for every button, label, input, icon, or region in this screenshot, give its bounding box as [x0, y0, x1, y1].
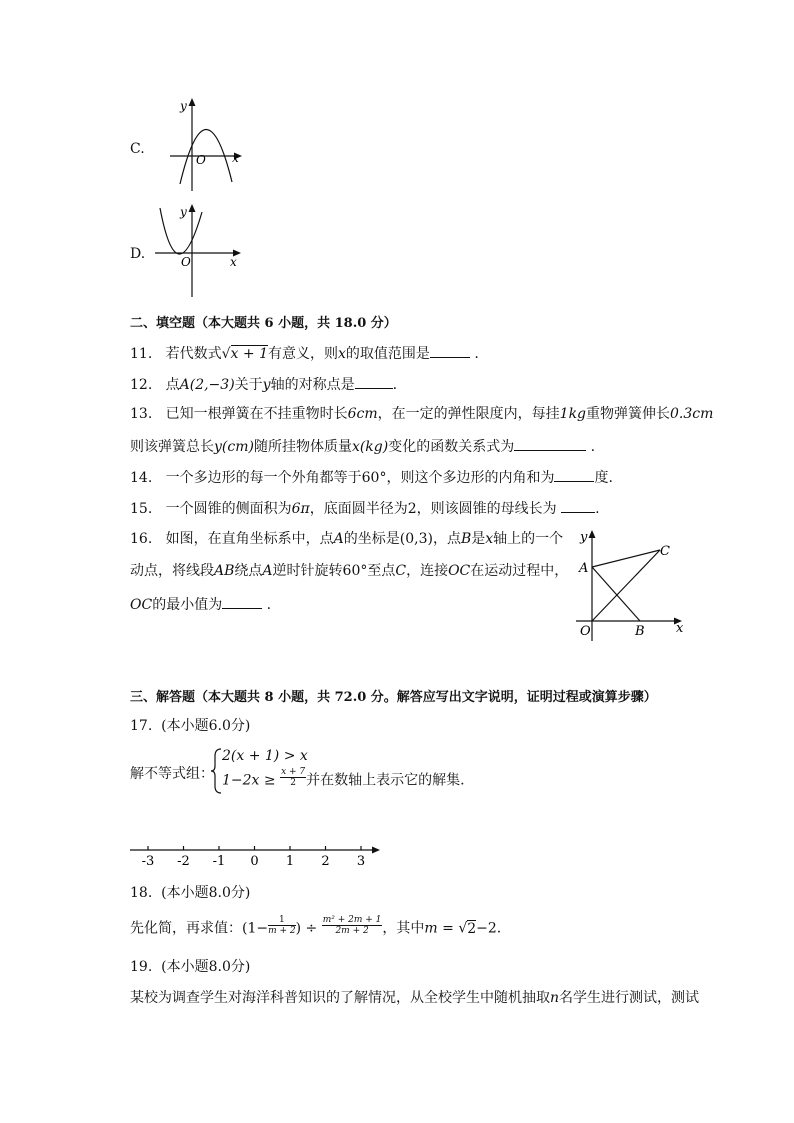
fig-o-label: O — [580, 624, 591, 639]
question-19-body: 某校为调查学生对海洋科普知识的了解情况，从全校学生中随机抽取n名学生进行测试，测试 — [130, 990, 700, 1006]
fig-c-label: C — [660, 544, 670, 559]
number-line — [128, 838, 384, 872]
fig-a-label: A — [579, 561, 589, 576]
section-2-title: 二、填空题（本大题共 6 小题，共 18.0 分） — [130, 316, 397, 331]
number-line-label: 0 — [250, 854, 259, 869]
number-line-label: 3 — [356, 854, 366, 869]
fig-x-label: x — [676, 621, 684, 636]
number-line-label: -3 — [141, 854, 155, 869]
question-13-line-1: 13. 已知一根弹簧在不挂重物时长6cm，在一定的弹性限度内，每挂1kg重物弹簧伸长0.3cm — [130, 406, 714, 422]
question-15: 15. 一个圆锥的侧面积为6π，底面圆半径为2，则该圆锥的母线长为 . — [130, 498, 600, 518]
number-line-label: -1 — [212, 854, 226, 869]
question-17-header: 17. (本小题6.0分) — [130, 718, 251, 734]
option-d-label: D. — [130, 246, 146, 262]
question-16-line-3: OC的最小值为 . — [130, 594, 271, 614]
inequality-2: 1−2x ≥ $\frac{x + 7}{2}$ 并在数轴上表示它的解集. — [222, 767, 465, 789]
number-line-label: 2 — [321, 854, 330, 869]
question-14: 14. 一个多边形的每一个外角都等于60°，则这个多边形的内角和为 度. — [130, 467, 613, 487]
d-y-label: y — [180, 205, 187, 219]
number-line-label: -2 — [177, 854, 190, 869]
option-d-graph — [155, 202, 250, 298]
section-3-title: 三、解答题（本大题共 8 小题，共 72.0 分。解答应写出文字说明，证明过程或演算步骤） — [130, 690, 657, 705]
option-c-label: C. — [130, 141, 145, 157]
d-x-label: x — [230, 255, 237, 269]
question-18-header: 18. (本小题8.0分) — [130, 885, 251, 901]
d-o-label: O — [181, 255, 191, 269]
question-16-line-2: 动点，将线段AB绕点A逆时针旋转60°至点C，连接OC在运动过程中， — [130, 563, 569, 579]
question-19-header: 19. (本小题8.0分) — [130, 959, 251, 975]
c-o-label: O — [196, 153, 206, 167]
number-line-label: 1 — [285, 854, 295, 869]
question-11: 11. 若代数式√x + 1有意义，则x的取值范围是 . — [130, 343, 479, 363]
option-c-graph — [170, 96, 250, 192]
fig-y-label: y — [580, 530, 588, 545]
question-17-prefix: 解不等式组： — [130, 766, 214, 782]
inequality-1: 2(x + 1) > x — [222, 748, 308, 764]
c-x-label: x — [232, 151, 239, 165]
question-18-body: 先化简，再求值：(1− $\frac{1}{m + 2}$ ) ÷ $\frac{\text{m² + 2m + 1}}{2m + 2}$ ，其中m = √2−2. — [130, 915, 502, 937]
question-16-line-1: 16. 如图，在直角坐标系中，点A的坐标是(0,3)，点B是x轴上的一个 — [130, 531, 564, 547]
question-13-line-2: 则该弹簧总长y(cm)随所挂物体质量x(kg)变化的函数关系式为 . — [130, 436, 595, 456]
question-12: 12. 点A(2,−3)关于y轴的对称点是 . — [130, 374, 397, 394]
c-y-label: y — [180, 99, 187, 113]
fig-b-label: B — [635, 624, 645, 639]
question-16-figure — [572, 527, 692, 643]
